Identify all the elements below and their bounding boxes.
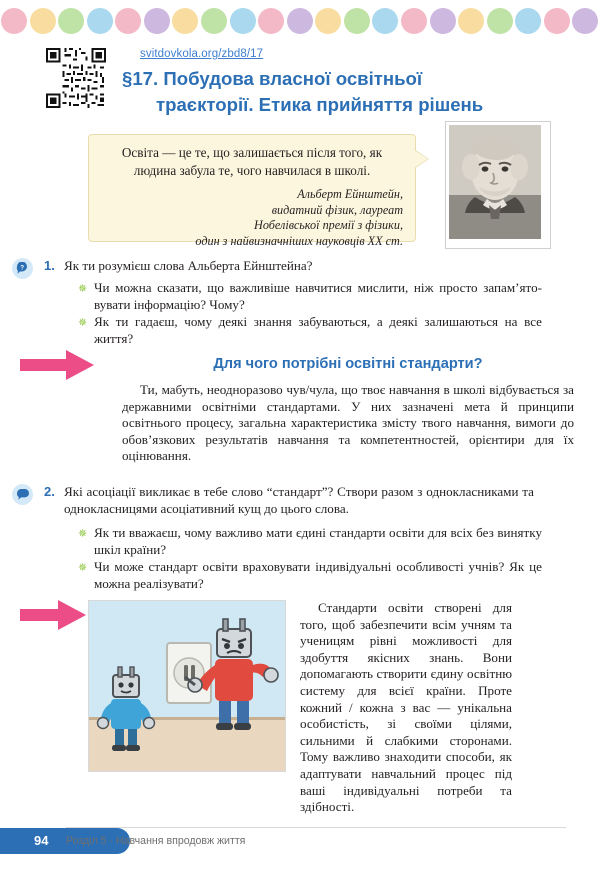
page-title [122,66,574,118]
robots-illustration [88,600,286,772]
task-1-bullet-2: Як ти гадаєш, чому деякі знання забуваються, а деякі залишаються на все життя? [94,314,542,346]
quote-author-line-3: Нобелівської премії з фізики, [254,218,403,233]
svg-text:?: ? [20,265,25,272]
section-2-paragraph: Стандарти освіти створені для того, щоб забезпечити всім учням та ученицям рівні можливості для здобуття якісних знань. Вони допомагають створити єдину освітню систему для всієї країни. Проте кожний / кожна з вас — унікальна особистість, зі своїми цілями, сильними й слабкими сторонами. Тому важливо знаходити способи, як адаптувати навчальний процес під ваші індивідуальні потреби та здібності. [300,600,512,815]
quote-author-line-4: один з найвизначніших науковців ХХ ст. [195,233,403,248]
decorative-dot [430,8,456,34]
decorative-dot [372,8,398,34]
decorative-dot [458,8,484,34]
robots-illustration-graphic [89,601,285,771]
pink-arrow-icon-2 [20,600,86,635]
section-subtitle: Для чого потрібні освітні стандарти? [213,356,483,372]
page-title-line2: траєкторії. Етика прийняття рішень [156,94,484,115]
arrow-right-graphic [20,350,94,380]
lesson-url-link[interactable]: svitdovkola.org/zbd8/17 [140,48,264,60]
footer-section-label: Розділ 5 · Навчання впродовж життя [66,835,246,847]
einstein-portrait-image [446,122,550,248]
task-2-number: 2. [44,484,55,499]
arrow-right-graphic-2 [20,600,86,630]
portrait-graphic [449,125,541,239]
decorative-dot [287,8,313,34]
task-1-prompt: Як ти розумієш слова Альберта Ейнштейна? [64,258,313,273]
decorative-dot [401,8,427,34]
pink-arrow-icon [20,350,94,385]
speech-bubble-icon [16,489,30,501]
discussion-bubble-icon [12,484,33,505]
quote-attribution [101,187,403,249]
page-number: 94 [34,833,49,848]
qr-code[interactable] [46,48,106,108]
decorative-dot [115,8,141,34]
decorative-dot [487,8,513,34]
question-mark-icon [16,262,29,275]
bullet-star-icon: ✵ [78,527,88,540]
decorative-dot [172,8,198,34]
decorative-dot [258,8,284,34]
decorative-dot [344,8,370,34]
decorative-dot [230,8,256,34]
bullet-star-icon: ✵ [78,561,88,574]
question-bubble-icon [12,258,33,279]
decorative-dot [1,8,27,34]
decorative-dot [315,8,341,34]
quote-author-line-1: Альберт Ейнштейн, [297,187,403,201]
decorative-dot [572,8,598,34]
footer-divider [66,827,566,828]
quote-author-line-2: видатний фізик, лауреат [271,202,403,217]
section-2-paragraph-wrap [300,600,512,816]
decorative-dot [58,8,84,34]
decorative-dot [201,8,227,34]
decorative-dot [87,8,113,34]
qr-code-icon [46,48,106,108]
decorative-dot [30,8,56,34]
task-1-bullet-1: Чи можна сказати, що важливіше навчитися мислити, ніж просто запам’ятовувати інформацію? Чому? [94,280,542,312]
quote-box [88,134,416,248]
quote-tail [414,150,428,168]
bullet-star-icon: ✵ [78,316,88,329]
decorative-dot [544,8,570,34]
bullet-star-icon: ✵ [78,282,88,295]
task-2-bullet-1: Як ти вважаєш, чому важливо мати єдині стандарти освіти для всіх без винятку шкіл країни? [94,525,542,557]
quote-text: Освіта — це те, що залишається після того, як людина забула те, чого навчилася в школі. [121,145,383,178]
task-2-prompt: Які асоціації викликає в тебе слово “стандарт”? Створи разом з однокласниками та однокласницями асоціативний кущ до цього слова. [64,484,534,516]
task-1-number: 1. [44,258,55,273]
decorative-dot [144,8,170,34]
decorative-dot-strip [0,8,600,34]
decorative-dot [515,8,541,34]
page-title-line1: §17. Побудова власної освітньої [122,68,423,89]
task-2-bullet-2: Чи може стандарт освіти враховувати індивідуальні особливості учнів? Як це можна реалізувати? [94,559,542,591]
section-1-paragraph: Ти, мабуть, неодноразово чув/чула, що твоє навчання в школі відбувається за державними освітніми стандартами. У них зазначені мета й принципи освітнього процесу, загальна характеристика змісту твого навчання, вимоги до обов’язкових результатів навчання та компетентностей, орієнтири для їх оцінювання. [122,382,574,464]
